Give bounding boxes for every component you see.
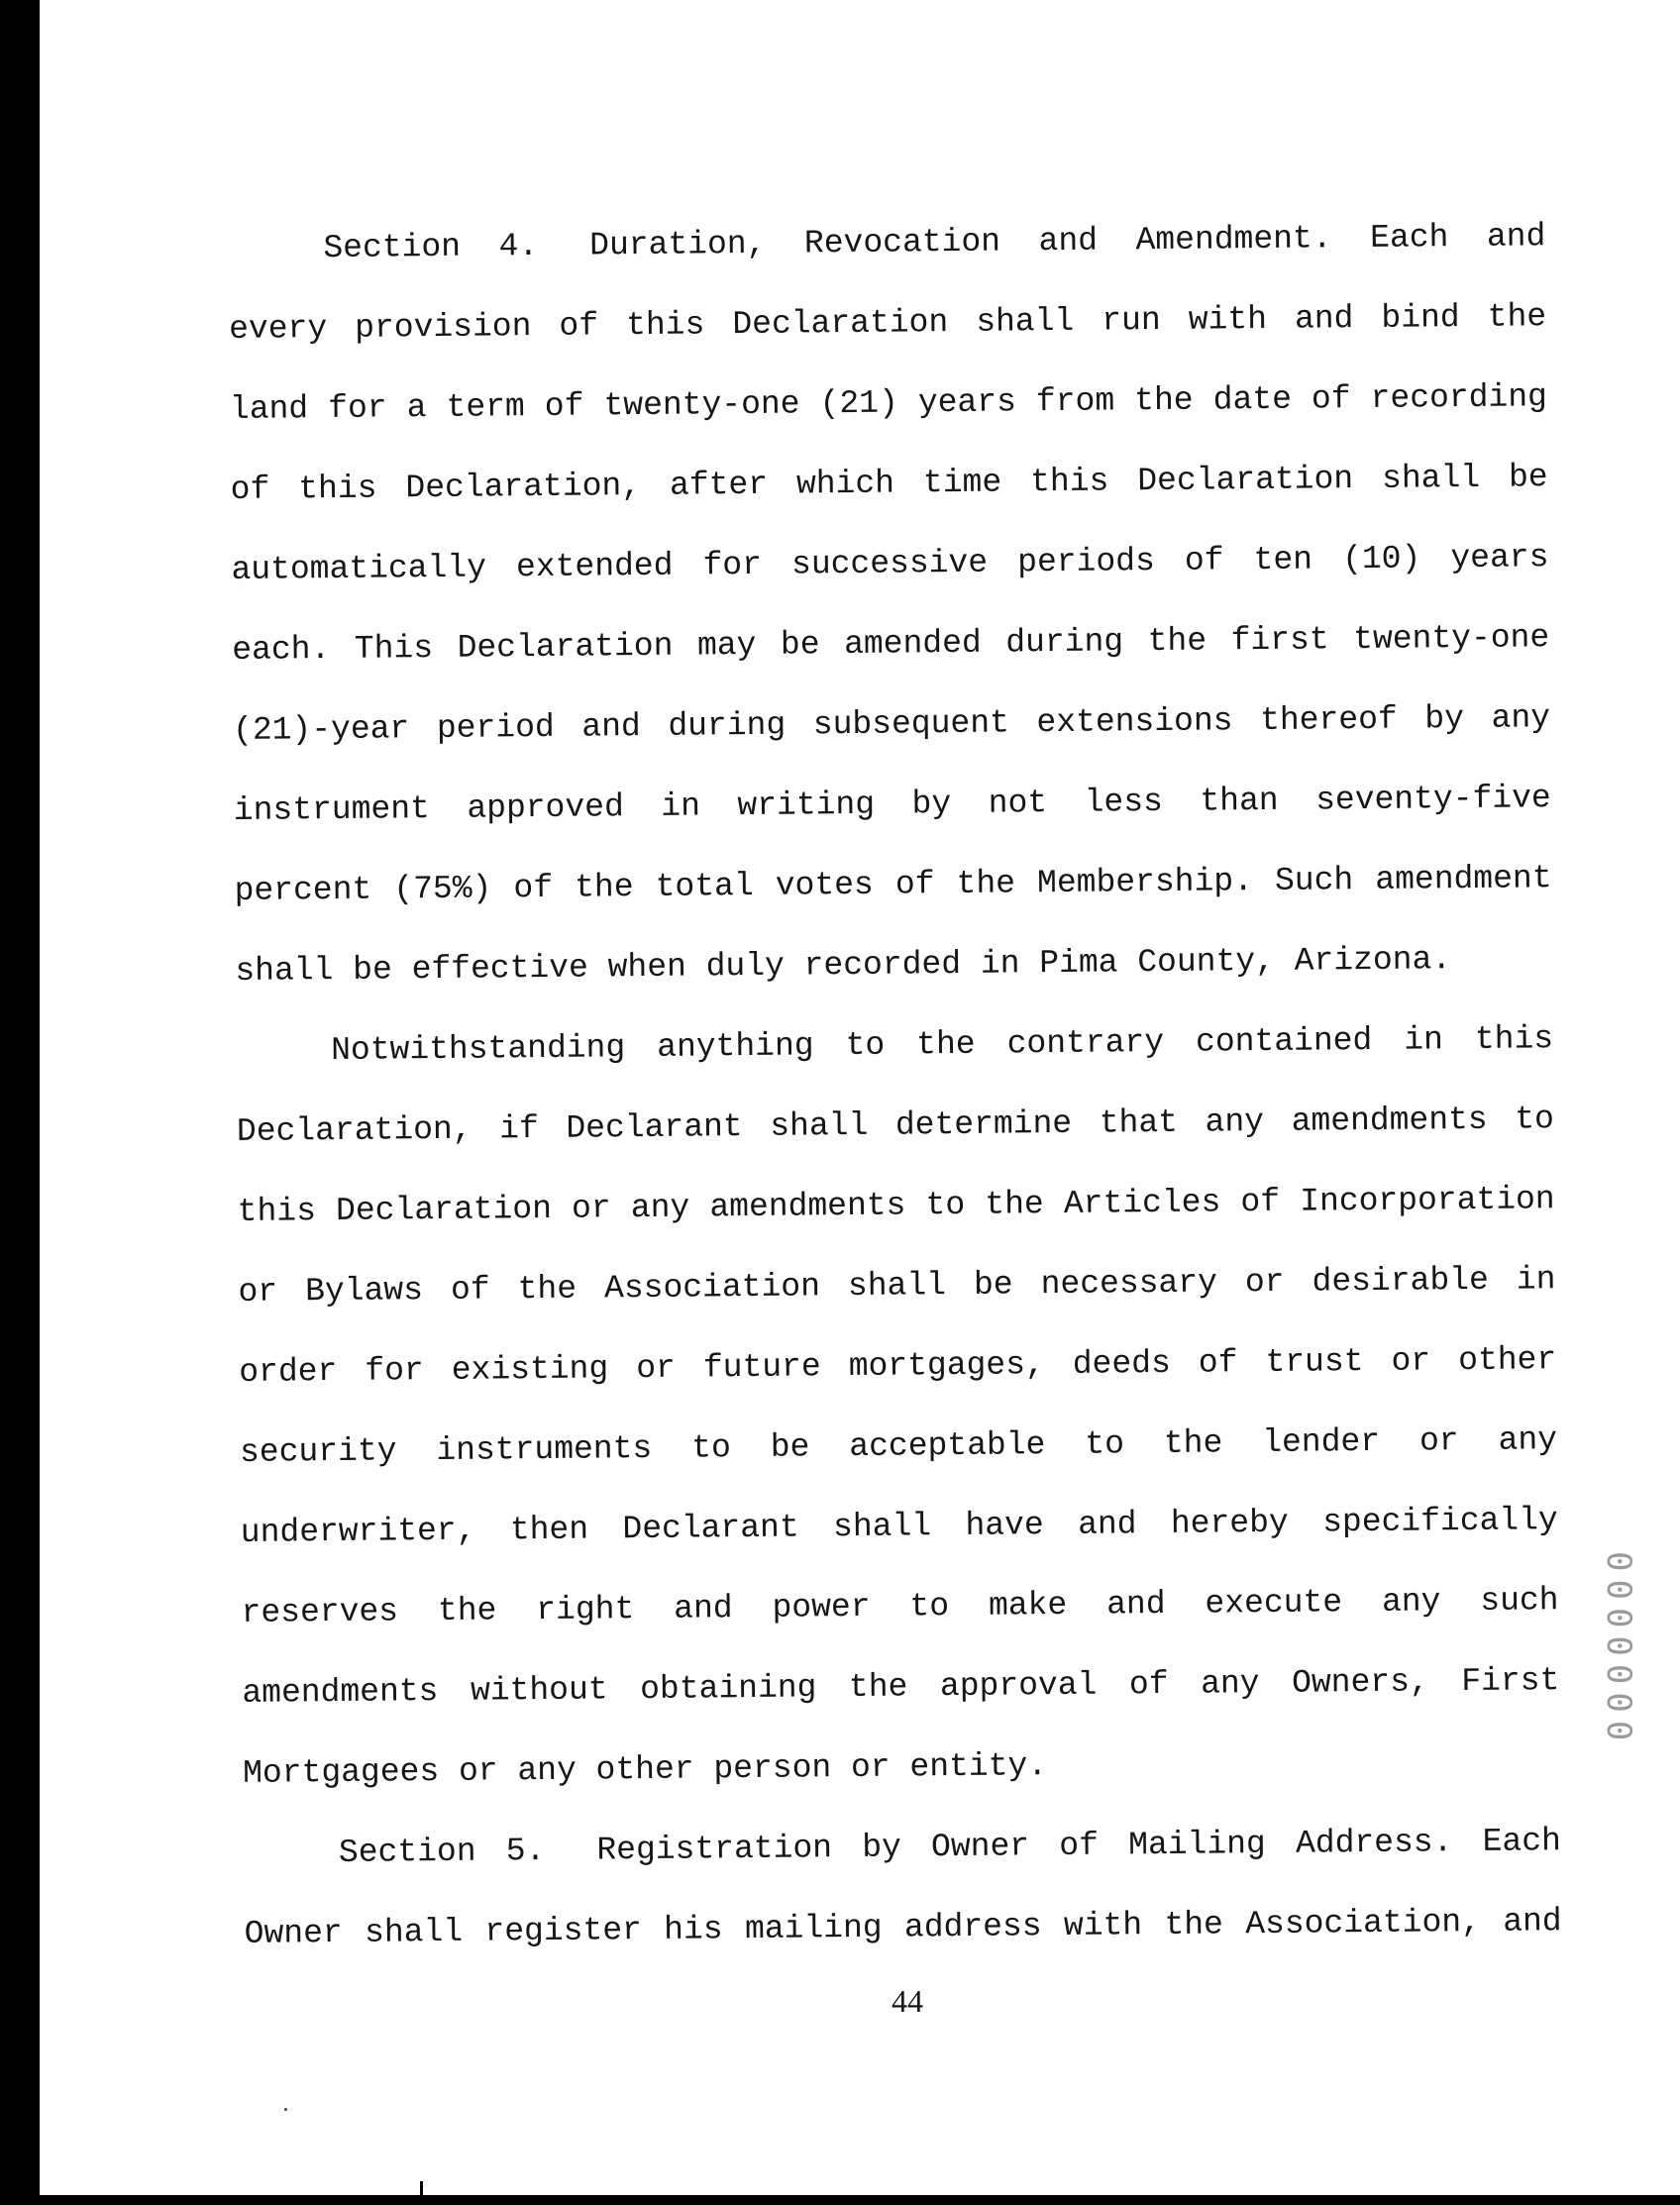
text-line: Owner shall register his mailing address with the Association, and (244, 1903, 1562, 1952)
margin-stamp: 0000000 (1599, 1551, 1638, 1749)
scan-border-left (0, 0, 40, 2205)
text-line: each. This Declaration may be amended during the first twenty-one (232, 619, 1550, 669)
text-line: Notwithstanding anything to the contrary contained in this (330, 1020, 1554, 1070)
text-line: percent (75%) of the total votes of the Membership. Such amendment (234, 860, 1552, 909)
text-line: automatically extended for successive periods of ten (10) years (231, 539, 1549, 588)
text-line: land for a term of twenty-one (21) years from the date of recording (229, 378, 1548, 428)
document-body (228, 196, 1562, 1974)
text-line: this Declaration or any amendments to the Articles of Incorporation (237, 1181, 1555, 1230)
text-line: security instruments to be acceptable to the lender or any (239, 1421, 1558, 1471)
text-line: or Bylaws of the Association shall be necessary or desirable in (238, 1261, 1556, 1311)
text-line: underwriter, then Declarant shall have and hereby specifically (240, 1502, 1558, 1551)
text-line: amendments without obtaining the approval of any Owners, First (242, 1662, 1560, 1712)
text-line: of this Declaration, after which time this Declaration shall be (230, 459, 1548, 508)
section-4-label: Section 4. (323, 227, 539, 267)
scan-border-tick (420, 2181, 423, 2195)
text-line: reserves the right and power to make and execute any such (241, 1582, 1559, 1631)
text-line: Section 4. Duration, Revocation and Amendment. Each and (323, 218, 1546, 267)
text-line: every provision of this Declaration shall run with and bind the (228, 298, 1547, 348)
text-line: shall be effective when duly recorded in Pima County, Arizona. (235, 941, 1452, 990)
text-line: instrument approved in writing by not less than seventy-five (233, 780, 1551, 829)
page-number: 44 (892, 1983, 923, 2019)
text-line: Declaration, if Declarant shall determine that any amendments to (236, 1101, 1555, 1150)
text-line: order for existing or future mortgages, deeds of trust or other (239, 1341, 1557, 1391)
scan-speck (284, 2108, 287, 2111)
text-line: (21)-year period and during subsequent extensions thereof by any (232, 699, 1551, 749)
text-line: Section 5. Registration by Owner of Mailing Address. Each (338, 1823, 1562, 1872)
text-line: Mortgagees or any other person or entity. (242, 1747, 1048, 1792)
scan-border-bottom (0, 2195, 1680, 2205)
section-5-label: Section 5. (338, 1833, 546, 1872)
